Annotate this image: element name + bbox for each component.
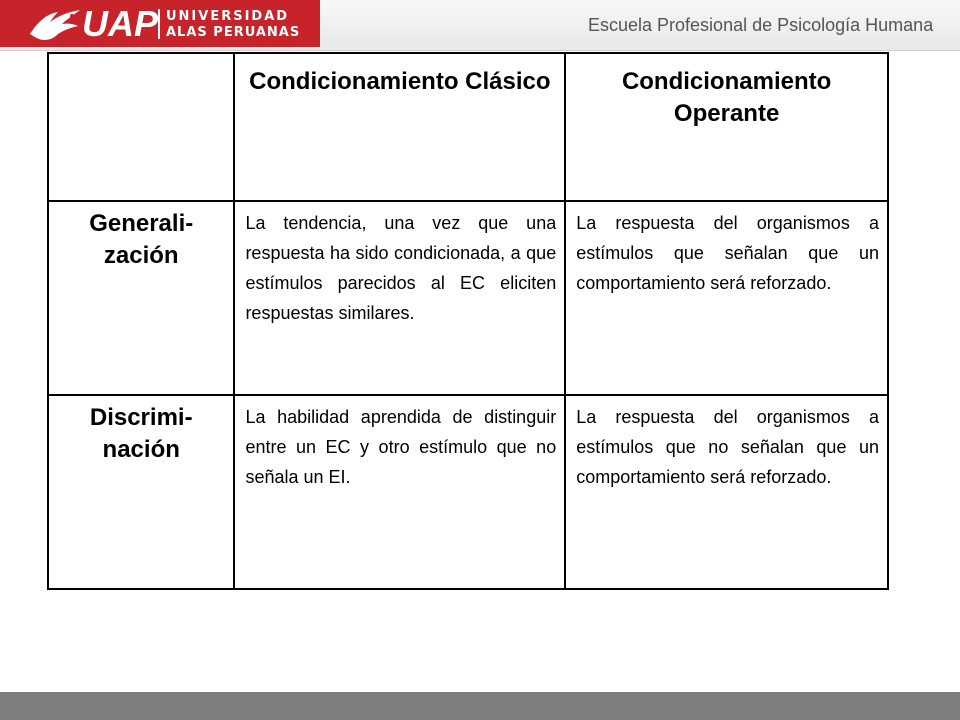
school-name: Escuela Profesional de Psicología Humana — [588, 15, 934, 35]
empty-corner-cell — [48, 53, 234, 201]
cell-generalization-operant: La respuesta del organismos a estímulos que señalan que un comportamiento será reforzado. — [565, 201, 888, 395]
row-label-generalization: Generali- zación — [48, 201, 234, 395]
slide-header — [0, 0, 960, 51]
table-header-row — [48, 53, 888, 201]
cell-generalization-classic: La tendencia, una vez que una respuesta ha sido condicionada, a que estímulos parecidos al EC eliciten respuestas similares. — [234, 201, 565, 395]
header-operant-conditioning: Condicionamiento Operante — [565, 53, 888, 201]
university-logo — [0, 0, 320, 47]
table-row — [48, 395, 888, 589]
cell-discrimination-operant: La respuesta del organismos a estímulos que no señalan que un comportamiento será reforzado. — [565, 395, 888, 589]
logo-university-text: UNIVERSIDAD — [166, 9, 290, 24]
footer-bar — [0, 692, 960, 720]
table-row — [48, 201, 888, 395]
logo-separator — [158, 9, 160, 39]
logo-uap-text: UAP — [82, 3, 159, 44]
cell-discrimination-classic: La habilidad aprendida de distinguir entre un EC y otro estímulo que no señala un EI. — [234, 395, 565, 589]
row-label-discrimination: Discrimi- nación — [48, 395, 234, 589]
logo-alas-peruanas-text: ALAS PERUANAS — [166, 25, 301, 40]
condor-emblem-icon — [28, 4, 84, 44]
header-classic-conditioning: Condicionamiento Clásico — [234, 53, 565, 201]
comparison-table — [47, 52, 889, 590]
